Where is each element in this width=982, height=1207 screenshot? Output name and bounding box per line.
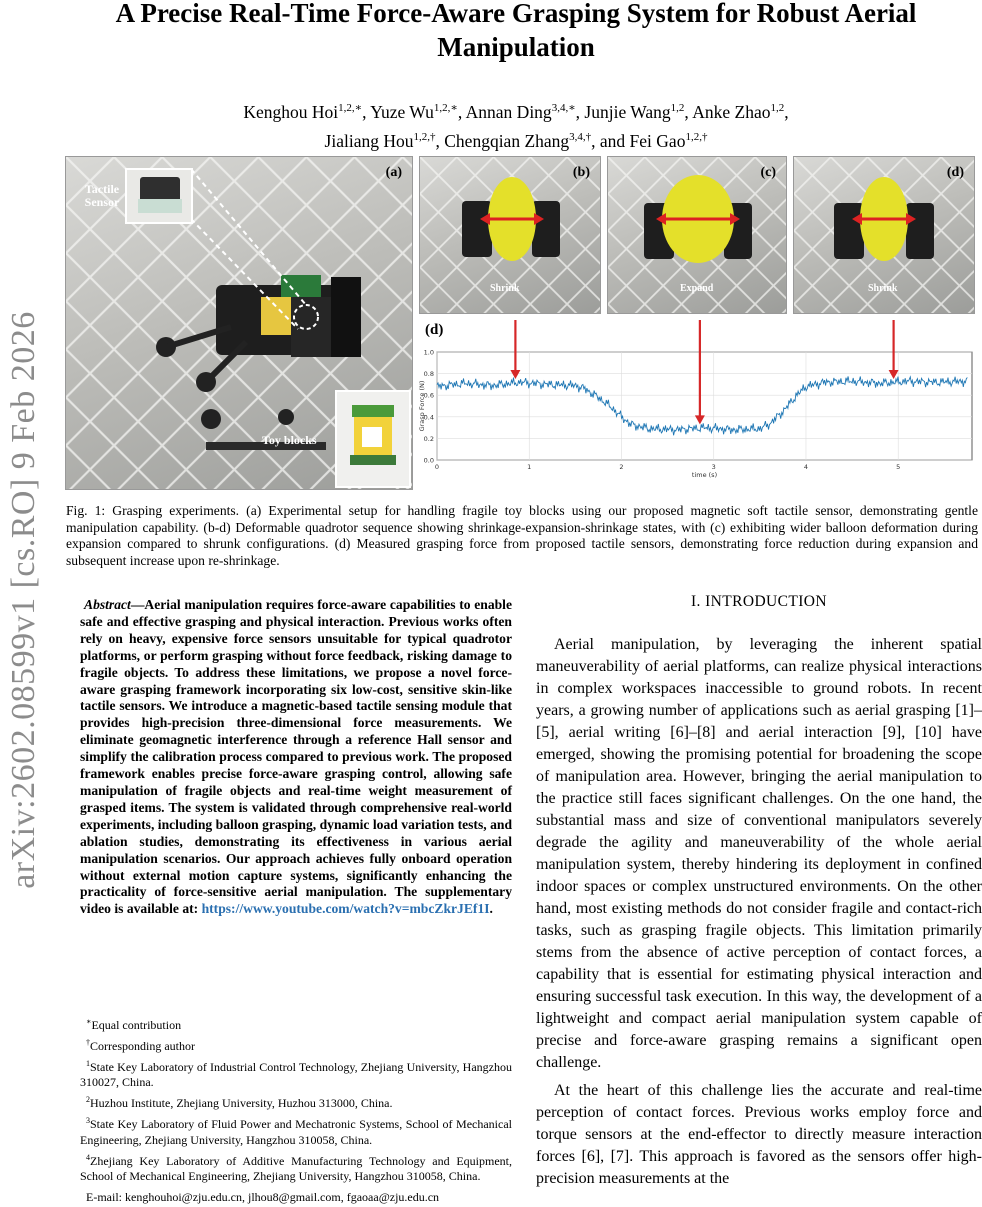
force-plot: [419, 318, 975, 494]
figure-panel-a: [65, 156, 413, 490]
author: Junjie Wang$^{1,2}$,: [584, 101, 693, 122]
panel-a-label: (a): [385, 165, 402, 180]
author: and Fei Gao$^{1,2,\dagger}$: [599, 130, 708, 151]
intro-paragraph: At the heart of this challenge lies the accurate and real-time perception of contact forces. Previous works employ force and torque sensors at the end-effector to directly measure interaction forces [6], [7]. This approach is favored as the sensors offer high-precision measurements at the: [536, 1082, 982, 1187]
toy-blocks-label: Toy blocks: [262, 433, 317, 447]
x-tick-label: 4: [803, 463, 809, 471]
author: Yuze $Wu^{1,2,∗}$,: [370, 101, 466, 122]
author: Jialiang Hou$^{1,2,\dagger}$,: [324, 130, 445, 151]
y-tick-label: 0.2: [423, 434, 434, 443]
footnote: ∗Equal contribution: [86, 1017, 182, 1032]
figure-panel-c: [607, 156, 787, 314]
y-tick-label: 0.8: [423, 370, 434, 379]
footnote: $^4$Zhejiang Key Laboratory of Additive Manufacturing Technology and Equipment, School of Mechanical Engineering, Zhejiang University, Hangzhou 310058, China.: [80, 1152, 512, 1184]
footnote: $^1$State Key Laboratory of Industrial Control Technology, Zhejiang University, Hangzhou 310027, China.: [80, 1059, 512, 1090]
footnote: $^2$Huzhou Institute, Zhejiang University, Huzhou 313000, China.: [86, 1095, 393, 1111]
panel-b-label: (b): [572, 165, 590, 180]
tactile-sensor-label: Tactile Sensor: [84, 182, 120, 209]
author: Anke Zhao$^{1,2}$,: [692, 101, 789, 122]
video-link[interactable]: https://www.youtube.com/watch?v=mbcZkrJEf1I: [201, 901, 490, 917]
arxiv-stamp-text: arXiv:2602.08599v1 [cs.RO] 9 Feb 2026: [5, 311, 42, 889]
section-heading: I. INTRODUCTION: [690, 593, 827, 610]
figure-panel-b: [419, 156, 601, 314]
footnote-email: E-mail: kenghouhoi@zju.edu.cn, jlhou8@gmail.com, fgaoaa@zju.edu.cn: [86, 1190, 440, 1205]
panel-d-state: Shrink: [868, 283, 898, 294]
author: Kenghou Hoi$^{1,2,∗}$,: [243, 101, 371, 122]
abstract: Abstract—Aerial manipulation requires force-aware capabilities to enable safe and effective grasping and physical interaction. Previous works often rely on heavy, expensive force sensors unsuitable for typical quadrotor platforms, or perform grasping without force feedback, risking damage to fragile objects. To address these limitations, we propose a novel force-aware grasping framework incorporating six low-cost, sensitive skin-like tactile sensors. We introduce a magnetic-based tactile sensing module that provides high-precision three-dimensional force measurements. We eliminate geomagnetic interference through a reference Hall sensor and simplify the calibration process compared to previous work. The proposed framework enables precise force-aware grasping control, allowing safe manipulation of fragile objects and real-time weight measurement of grasped items. The system is validated through comprehensive real-world experiments, including balloon grasping, dynamic load variation tests, and ablation studies, demonstrating its effectiveness in various aerial manipulation scenarios. Our approach achieves fully onboard operation without external motion capture systems, significantly enhancing the practicality of force-sensitive aerial manipulation. The supplementary video is available at: https://www.youtube.com/watch?v=mbcZkrJEf1I.: [80, 597, 512, 917]
panel-c-label: (c): [760, 165, 776, 180]
x-tick-label: 1: [527, 463, 532, 471]
arxiv-stamp: [6, 280, 42, 920]
intro-body: [536, 634, 982, 1190]
y-tick-label: 0.4: [423, 413, 434, 422]
y-tick-label: 0.6: [423, 391, 434, 400]
x-tick-label: 0: [434, 463, 440, 471]
abstract-text: Aerial manipulation requires force-aware capabilities to enable safe and effective grasping and physical interaction. Previous works often rely on heavy, expensive force sensors unsuitable for typical quadrotor platforms, or perform grasping without force feedback, risking damage to fragile objects. To address these limitations, we propose a novel force-aware grasping framework incorporating six low-cost, sensitive skin-like tactile sensors. We introduce a magnetic-based tactile sensing module that provides high-precision three-dimensional force measurements. We eliminate geomagnetic interference through a reference Hall sensor and simplify the calibration process compared to previous work. The proposed framework enables precise force-aware grasping control, allowing safe manipulation of fragile objects and real-time weight measurement of grasped items. The system is validated through comprehensive real-world experiments, including balloon grasping, dynamic load variation tests, and ablation studies, demonstrating its effectiveness in various aerial manipulation scenarios. Our approach achieves fully onboard operation without external motion capture systems, significantly enhancing the practicality of force-sensitive aerial manipulation. The supplementary video is available at:: [80, 597, 512, 917]
force-plot-svg: [419, 318, 975, 494]
plot-label: (d): [425, 322, 444, 338]
panel-b-state: Shrink: [490, 283, 520, 294]
paper-title: A Precise Real-Time Force-Aware Grasping System for Robust Aerial Manipulation: [115, 0, 917, 62]
footnotes: [80, 1014, 512, 1207]
y-tick-label: 0.0: [423, 456, 434, 465]
intro-paragraph: Aerial manipulation, by leveraging the inherent spatial maneuverability of aerial platforms, can realize physical interactions in complex workspaces inaccessible to ground robots. In recent years, a growing number of applications such as aerial grasping [1]–[5], aerial writing [6]–[8] and aerial interaction [9], [10] have emerged, showing the promising potential for broadening the scope of manipulation area. However, bringing the aerial manipulation to the practice still faces significant challenges. On the one hand, the substantial mass and size of conventional manipulators severely degrade the agility and maneuverability of the whole aerial manipulation system, thereby hindering its deployment in confined indoor spaces or complex unstructured environments. On the other hand, most existing methods do not consider fragile and contact-rich tasks, such as grasping fragile objects. This limitation primarily stems from the absence of active perception of contact forces, a capability that is essential for estimating physical interaction and ensuring successful task execution. In this way, the development of a lightweight and compact aerial manipulation system capable of precise and force-aware grasping remains a significant open challenge.: [536, 636, 982, 1071]
author-list: [60, 96, 972, 154]
x-axis-label: time (s): [691, 471, 718, 479]
x-tick-label: 5: [896, 463, 901, 471]
x-tick-label: 3: [711, 463, 716, 471]
panel-d-photo-label: (d): [946, 165, 964, 180]
author: Chengqian Zhang$^{3,4,\dagger}$,: [444, 130, 600, 151]
figure-caption: Fig. 1: Grasping experiments. (a) Experimental setup for handling fragile toy blocks using our proposed magnetic soft tactile sensor, demonstrating gentle manipulation capability. (b-d) Deformable quadrotor sequence showing shrinkage-expansion-shrinkage states, with (c) exhibiting wider balloon deformation during expansion compared to shrunk configurations. (d) Measured grasping force from proposed tactile sensors, demonstrating force reduction during expansion and subsequent increase upon re-shrinkage.: [66, 503, 978, 568]
abstract-heading: Abstract—: [84, 597, 145, 612]
footnote: $^3$State Key Laboratory of Fluid Power and Mechatronic Systems, School of Mechanical Engineering, Zhejiang University, Hangzhou 310058, China.: [80, 1116, 512, 1147]
plot-frame: [437, 352, 972, 460]
y-axis-label: Grasp Force (N): [418, 380, 426, 432]
figure-panel-d-photo: [793, 156, 975, 314]
x-tick-label: 2: [619, 463, 624, 471]
author: Annan Ding$^{3,4,∗}$,: [465, 101, 585, 122]
y-tick-label: 1.0: [423, 348, 434, 357]
panel-c-state: Expand: [680, 283, 714, 294]
footnote: †Corresponding author: [86, 1038, 195, 1053]
